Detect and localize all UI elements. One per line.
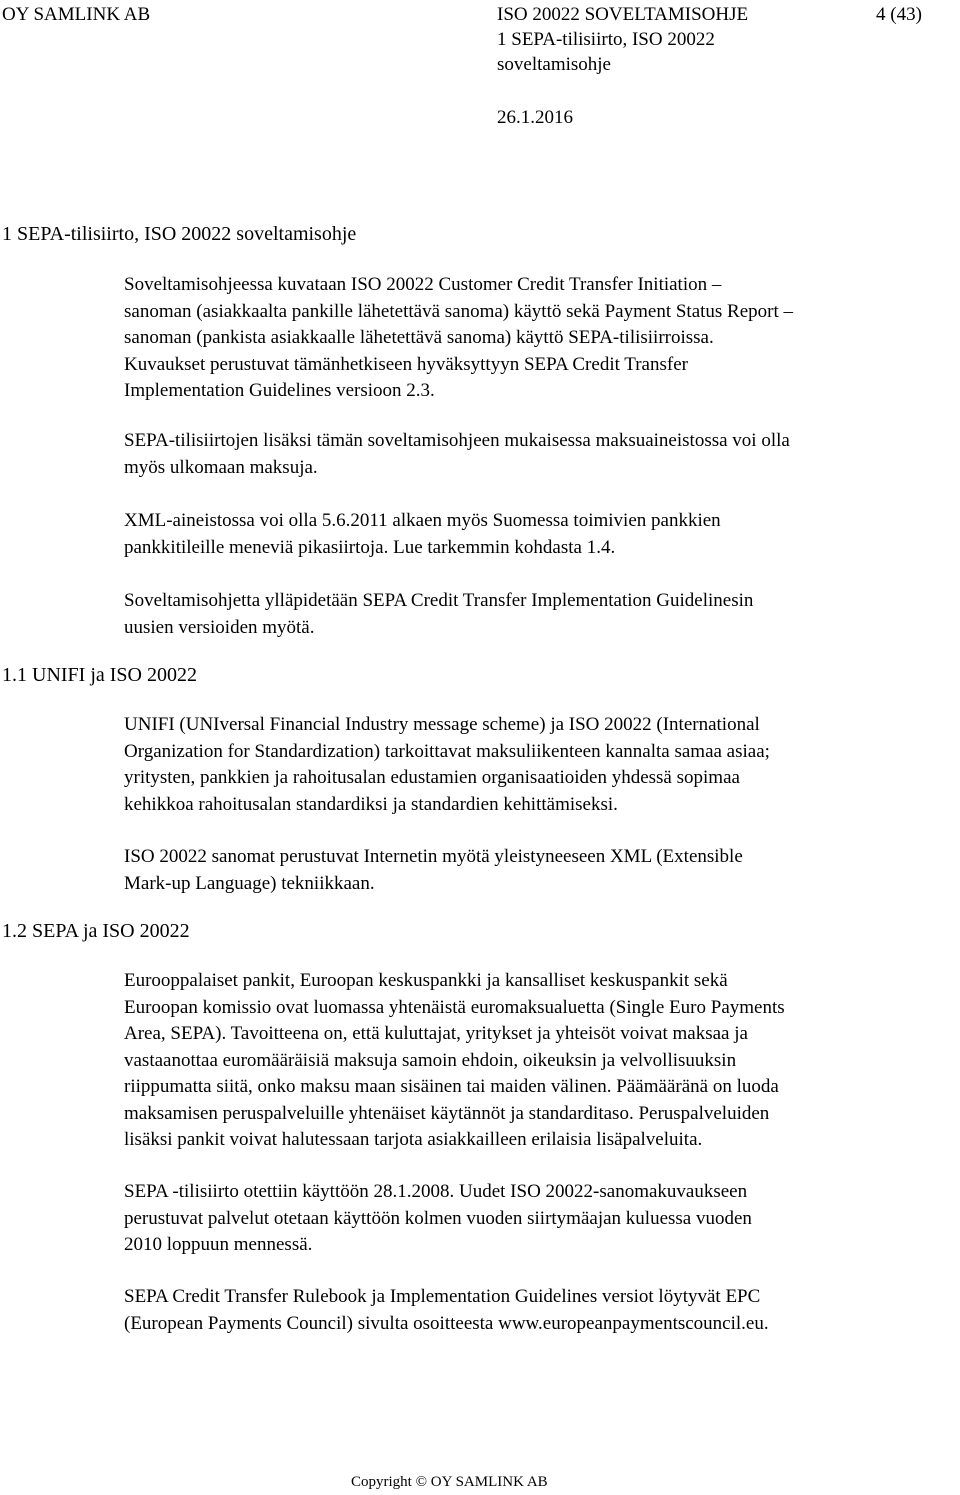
text-line: kehikkoa rahoitusalan standardiksi ja standardien kehittämiseksi.: [124, 793, 618, 815]
text-line: sanoman (asiakkaalta pankille lähetettävä sanoma) käyttö sekä Payment Status Report –: [124, 300, 794, 322]
chapter-title-line-1: 1 SEPA-tilisiirto, ISO 20022: [497, 29, 715, 50]
paragraph-xml-basis: [124, 844, 946, 897]
text-line: SEPA Credit Transfer Rulebook ja Implementation Guidelines versiot löytyvät EPC: [124, 1286, 761, 1307]
document-title: ISO 20022 SOVELTAMISOHJE: [497, 4, 749, 25]
text-line: sanoman (pankista asiakkaalle lähetettävä sanoma) käyttö SEPA-tilisiirroissa.: [124, 327, 714, 348]
text-line: Area, SEPA). Tavoitteena on, että kuluttajat, yritykset ja yhteisöt voivat maksaa ja: [124, 1023, 748, 1044]
text-line: lisäksi pankit voivat halutessaan tarjota asiakkailleen erilaisia lisäpalveluita.: [124, 1129, 703, 1150]
text-line: Soveltamisohjetta ylläpidetään SEPA Credit Transfer Implementation Guidelinesin: [124, 590, 754, 611]
copyright-footer: Copyright © OY SAMLINK AB: [351, 1474, 548, 1490]
paragraph-xml-express: [124, 508, 946, 561]
text-line: 2010 loppuun mennessä.: [124, 1234, 313, 1255]
text-line: Eurooppalaiset pankit, Euroopan keskuspankki ja kansalliset keskuspankit sekä: [124, 970, 728, 991]
paragraph-sepa-description: [124, 968, 946, 1154]
paragraph-intro: [124, 272, 946, 405]
text-line: Soveltamisohjeessa kuvataan ISO 20022 Customer Credit Transfer Initiation –: [124, 274, 722, 295]
text-line: uusien versioiden myötä.: [124, 616, 315, 638]
section-heading-1-1: 1.1 UNIFI ja ISO 20022: [2, 664, 197, 686]
text-line: Kuvaukset perustuvat tämänhetkiseen hyväksyttyyn SEPA Credit Transfer: [124, 353, 688, 375]
text-line: Organization for Standardization) tarkoittavat maksuliikenteen kannalta samaa asiaa;: [124, 740, 770, 762]
text-line: (European Payments Council) sivulta osoitteesta www.europeanpaymentscouncil.eu.: [124, 1312, 769, 1334]
paragraph-foreign-payments: [124, 428, 946, 481]
text-line: SEPA-tilisiirtojen lisäksi tämän soveltamisohjeen mukaisessa maksuaineistossa voi olla: [124, 430, 790, 451]
text-line: pankkitileille meneviä pikasiirtoja. Lue tarkemmin kohdasta 1.4.: [124, 536, 616, 558]
paragraph-maintenance: [124, 588, 946, 641]
text-line: myös ulkomaan maksuja.: [124, 456, 318, 478]
paragraph-sepa-launch: [124, 1179, 946, 1259]
page-number: 4 (43): [876, 4, 922, 25]
text-line: UNIFI (UNIversal Financial Industry message scheme) ja ISO 20022 (International: [124, 714, 760, 735]
paragraph-epc-reference: [124, 1284, 946, 1337]
text-line: Euroopan komissio ovat luomassa yhtenäistä euromaksualuetta (Single Euro Payments: [124, 996, 785, 1018]
text-line: maksamisen peruspalveluille yhtenäiset käytännöt ja standarditaso. Peruspalveluiden: [124, 1102, 770, 1124]
text-line: XML-aineistossa voi olla 5.6.2011 alkaen myös Suomessa toimivien pankkien: [124, 510, 721, 531]
text-line: Mark-up Language) tekniikkaan.: [124, 872, 375, 894]
text-line: ISO 20022 sanomat perustuvat Internetin myötä yleistyneeseen XML (Extensible: [124, 846, 743, 867]
chapter-title-line-2: soveltamisohje: [497, 54, 611, 75]
text-line: SEPA -tilisiirto otettiin käyttöön 28.1.2008. Uudet ISO 20022-sanomakuvaukseen: [124, 1181, 748, 1202]
paragraph-unifi-definition: [124, 712, 946, 818]
text-line: riippumatta siitä, onko maksu maan sisäinen tai maiden välinen. Päämääränä on luoda: [124, 1076, 779, 1097]
text-line: yritysten, pankkien ja rahoitusalan edustamien organisaatioiden yhdessä sopimaa: [124, 767, 740, 788]
company-name: OY SAMLINK AB: [2, 4, 151, 25]
text-line: perustuvat palvelut otetaan käyttöön kolmen vuoden siirtymäajan kuluessa vuoden: [124, 1207, 752, 1229]
document-date: 26.1.2016: [497, 107, 573, 128]
section-heading-1-2: 1.2 SEPA ja ISO 20022: [2, 920, 190, 942]
section-heading-1: 1 SEPA-tilisiirto, ISO 20022 soveltamisohje: [2, 223, 357, 245]
text-line: vastaanottaa euromääräisiä maksuja samoin ehdoin, oikeuksin ja velvollisuuksin: [124, 1049, 737, 1071]
text-line: Implementation Guidelines versioon 2.3.: [124, 380, 435, 401]
